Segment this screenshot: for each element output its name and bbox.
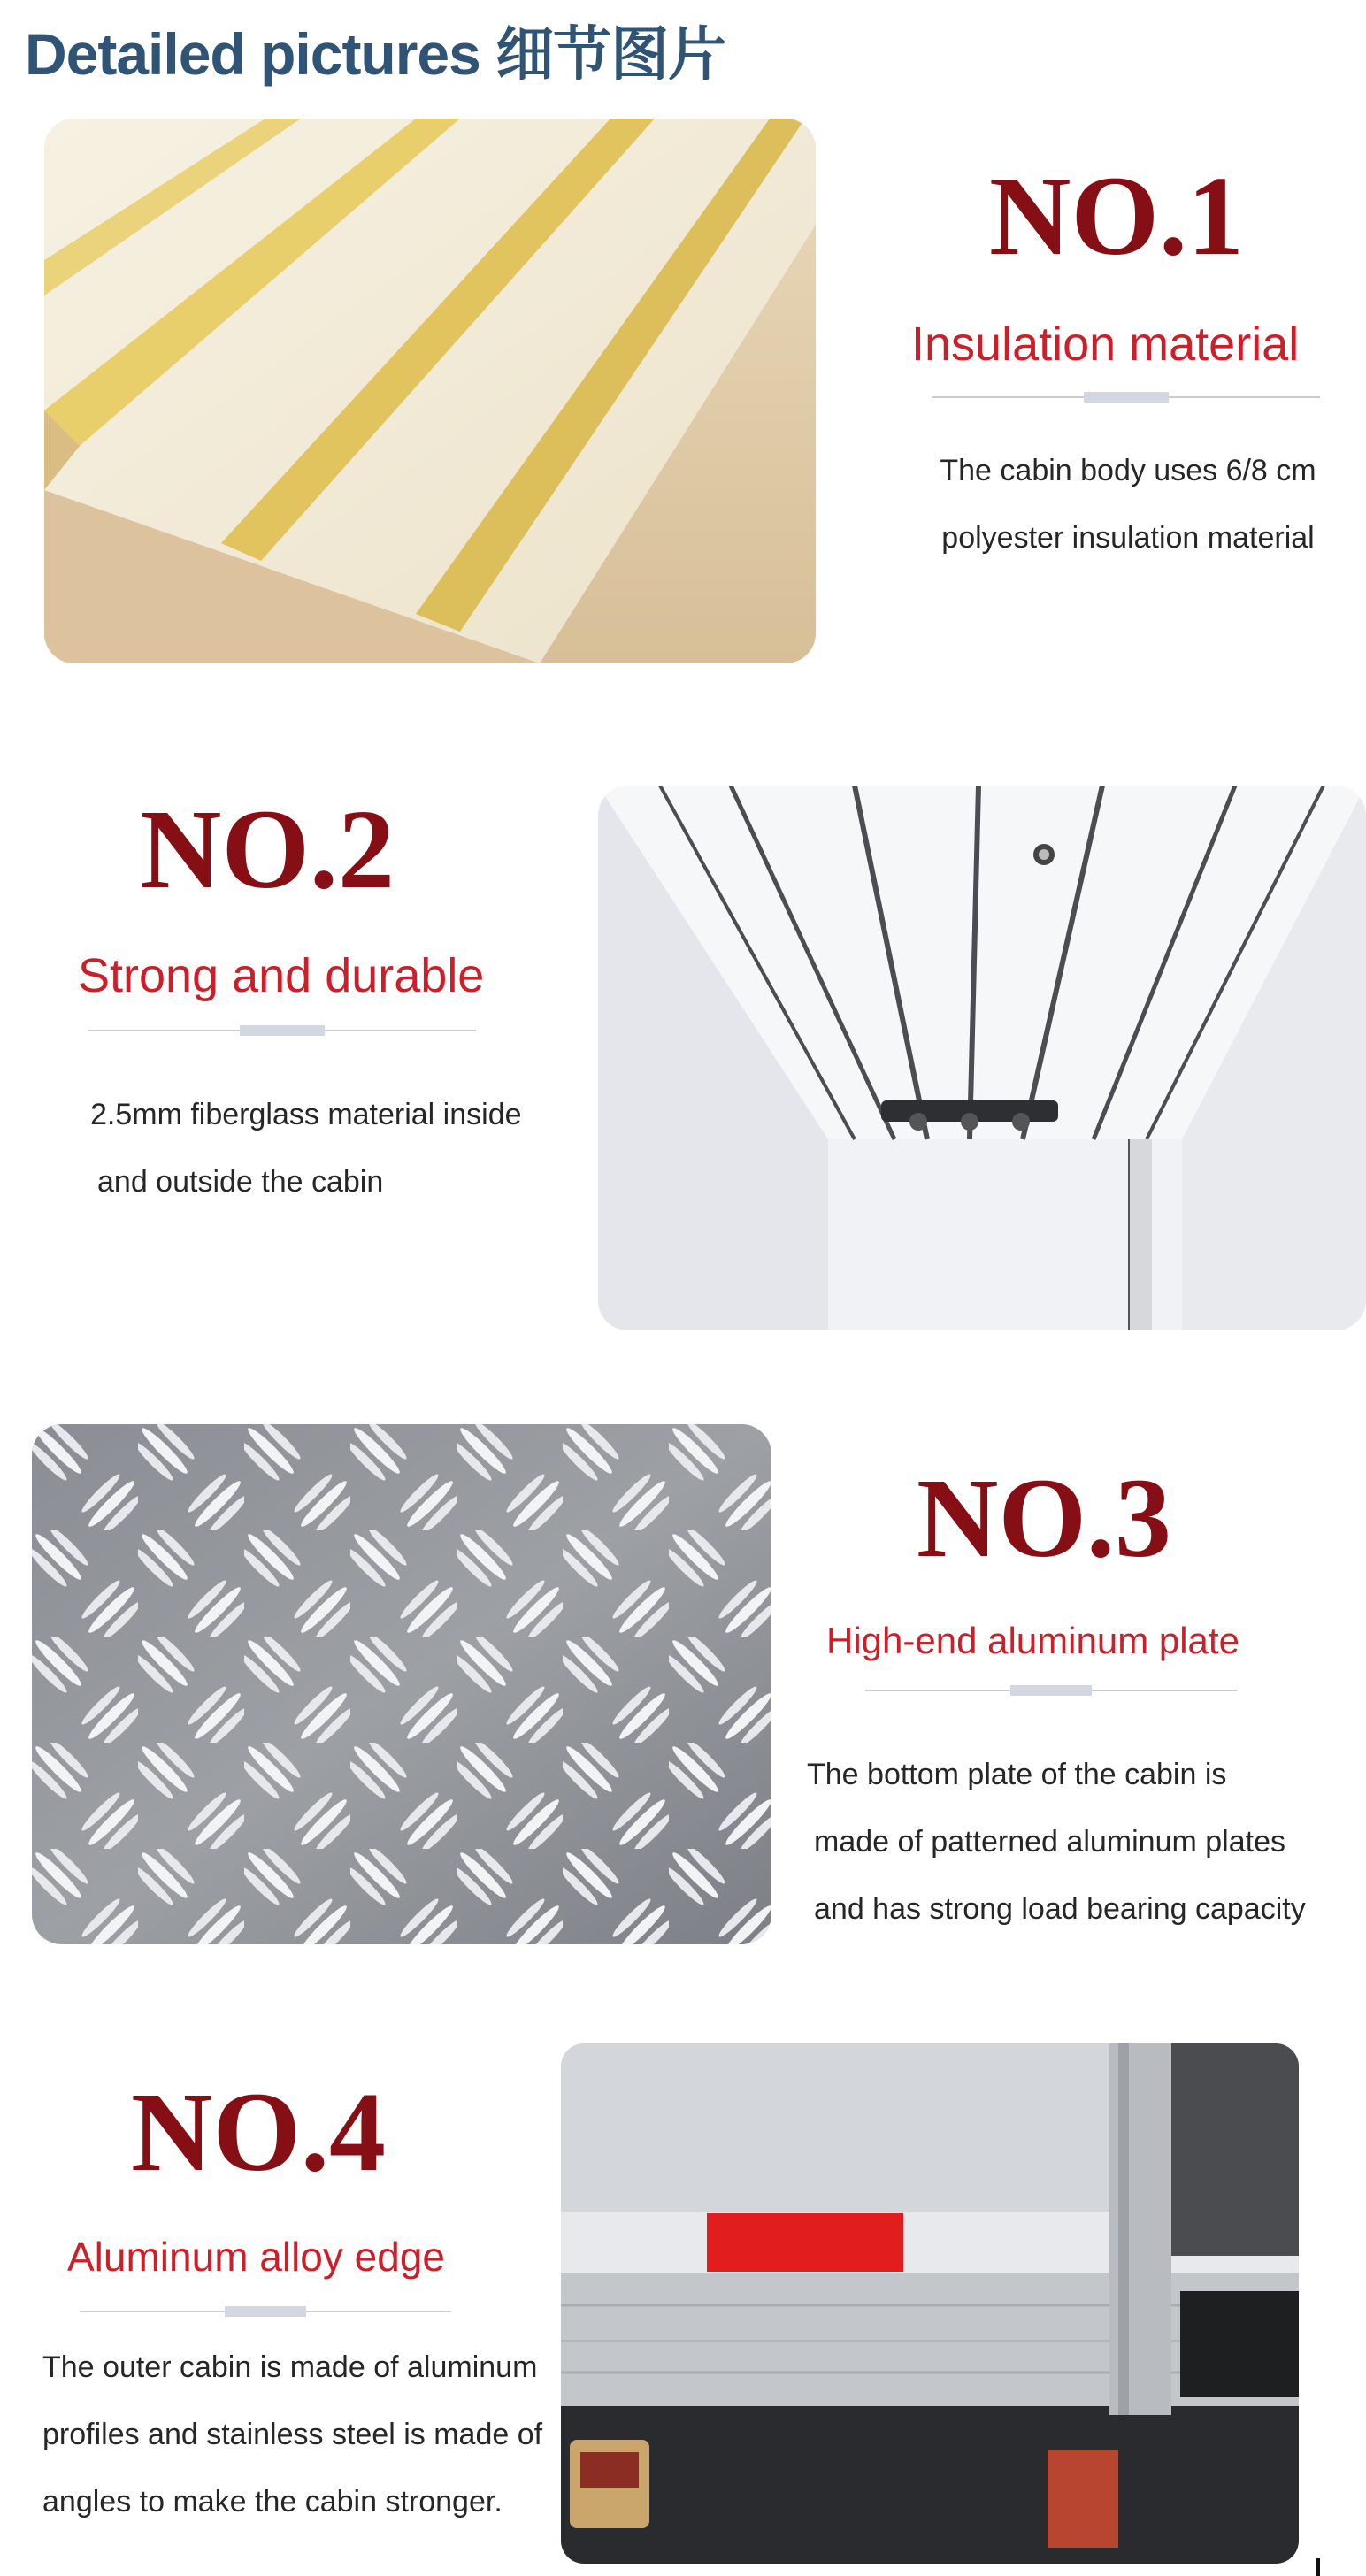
feature-3-number: NO.3 (917, 1455, 1171, 1581)
feature-4-divider (80, 2311, 451, 2312)
feature-1-description-line: The cabin body uses 6/8 cm (940, 454, 1316, 487)
page-title: Detailed pictures 细节图片 (25, 21, 726, 87)
feature-2-description-line: and outside the cabin (97, 1165, 384, 1199)
feature-4-number: NO.4 (131, 2069, 386, 2195)
feature-4-description-line: The outer cabin is made of aluminum (42, 2350, 538, 2384)
cabin-interior-photo (598, 786, 1366, 1330)
feature-2-title: Strong and durable (78, 949, 485, 1002)
feature-2-number: NO.2 (140, 786, 395, 912)
feature-2-description-line: 2.5mm fiberglass material inside (90, 1098, 522, 1131)
feature-1-description (920, 437, 1336, 571)
feature-4-description-line: angles to make the cabin stronger. (42, 2485, 503, 2518)
feature-1-title: Insulation material (911, 318, 1300, 371)
feature-3-title: High-end aluminum plate (826, 1620, 1239, 1661)
feature-4-description (42, 2334, 542, 2535)
feature-3-description-line: and has strong load bearing capacity (814, 1892, 1306, 1926)
feature-1-number: NO.1 (989, 153, 1244, 279)
feature-1-description-line: polyester insulation material (941, 521, 1315, 555)
feature-3-description-line: made of patterned aluminum plates (814, 1825, 1285, 1859)
aluminum-edge-photo (561, 2043, 1299, 2564)
feature-3-description-line: The bottom plate of the cabin is (807, 1758, 1227, 1791)
feature-4-title: Aluminum alloy edge (67, 2234, 446, 2280)
feature-3-description (807, 1741, 1306, 1943)
corner-mark (1316, 2558, 1320, 2576)
feature-3-divider (865, 1690, 1237, 1691)
insulation-foam-photo (44, 119, 816, 663)
feature-2-divider (88, 1030, 476, 1031)
aluminum-tread-plate-photo (32, 1424, 771, 1944)
feature-1-divider (932, 396, 1320, 398)
feature-4-description-line: profiles and stainless steel is made of (42, 2418, 543, 2451)
feature-2-description (90, 1081, 522, 1215)
